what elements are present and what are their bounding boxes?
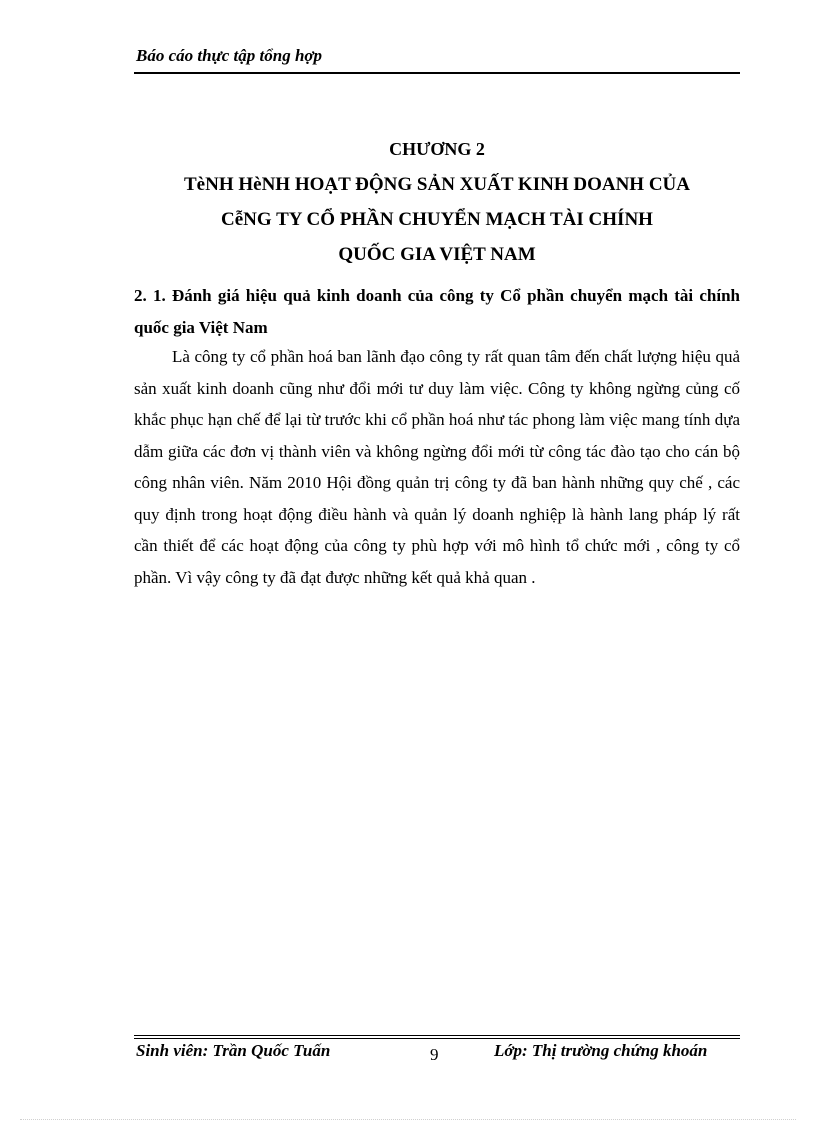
footer-divider-bottom	[134, 1038, 740, 1039]
page-number: 9	[430, 1045, 439, 1064]
footer-student-name: Sinh viên: Trần Quốc Tuấn	[136, 1041, 331, 1060]
header-divider	[134, 72, 740, 74]
chapter-label: CHƯƠNG 2	[389, 139, 485, 159]
chapter-title-block	[134, 132, 740, 272]
chapter-title-line-2: CễNG TY CỔ PHẦN CHUYỂN MẠCH TÀI CHÍNH	[221, 209, 653, 230]
body-paragraph: Là công ty cổ phần hoá ban lãnh đạo công ty rất quan tâm đến chất lượng hiệu quả sản xuất kinh doanh cũng như đổi mới tư duy làm việc. Công ty không ngừng củng cố khắc phục hạn chế để lại từ trước khi cổ phần hoá như tác phong làm việc mang tính dựa dẫm giữa các đơn vị thành viên và không ngừng đổi mới từ công tác đào tạo cho cán bộ công nhân viên. Năm 2010 Hội đồng quản trị công ty đã ban hành những quy chế , các quy định trong hoạt động điều hành và quản lý doanh nghiệp là hành lang pháp lý rất cần thiết để các hoạt động của công ty phù hợp với mô hình tổ chức mới , công ty cổ phần. Vì vậy công ty đã đạt được những kết quả khả quan .	[134, 347, 740, 587]
footer-class-name: Lớp: Thị trường chứng khoán	[494, 1041, 708, 1060]
chapter-title-line-3: QUỐC GIA VIỆT NAM	[338, 244, 536, 265]
chapter-title-line-1: TèNH HèNH HOẠT ĐỘNG SẢN XUẤT KINH DOANH CỦA	[184, 174, 690, 195]
section-heading: 2. 1. Đánh giá hiệu quả kinh doanh của công ty Cổ phần chuyển mạch tài chính quốc gia Việt Nam	[134, 286, 740, 337]
page-bottom-edge	[20, 1119, 796, 1120]
page-header-title: Báo cáo thực tập tổng hợp	[136, 46, 323, 65]
footer-divider-top	[134, 1035, 740, 1036]
